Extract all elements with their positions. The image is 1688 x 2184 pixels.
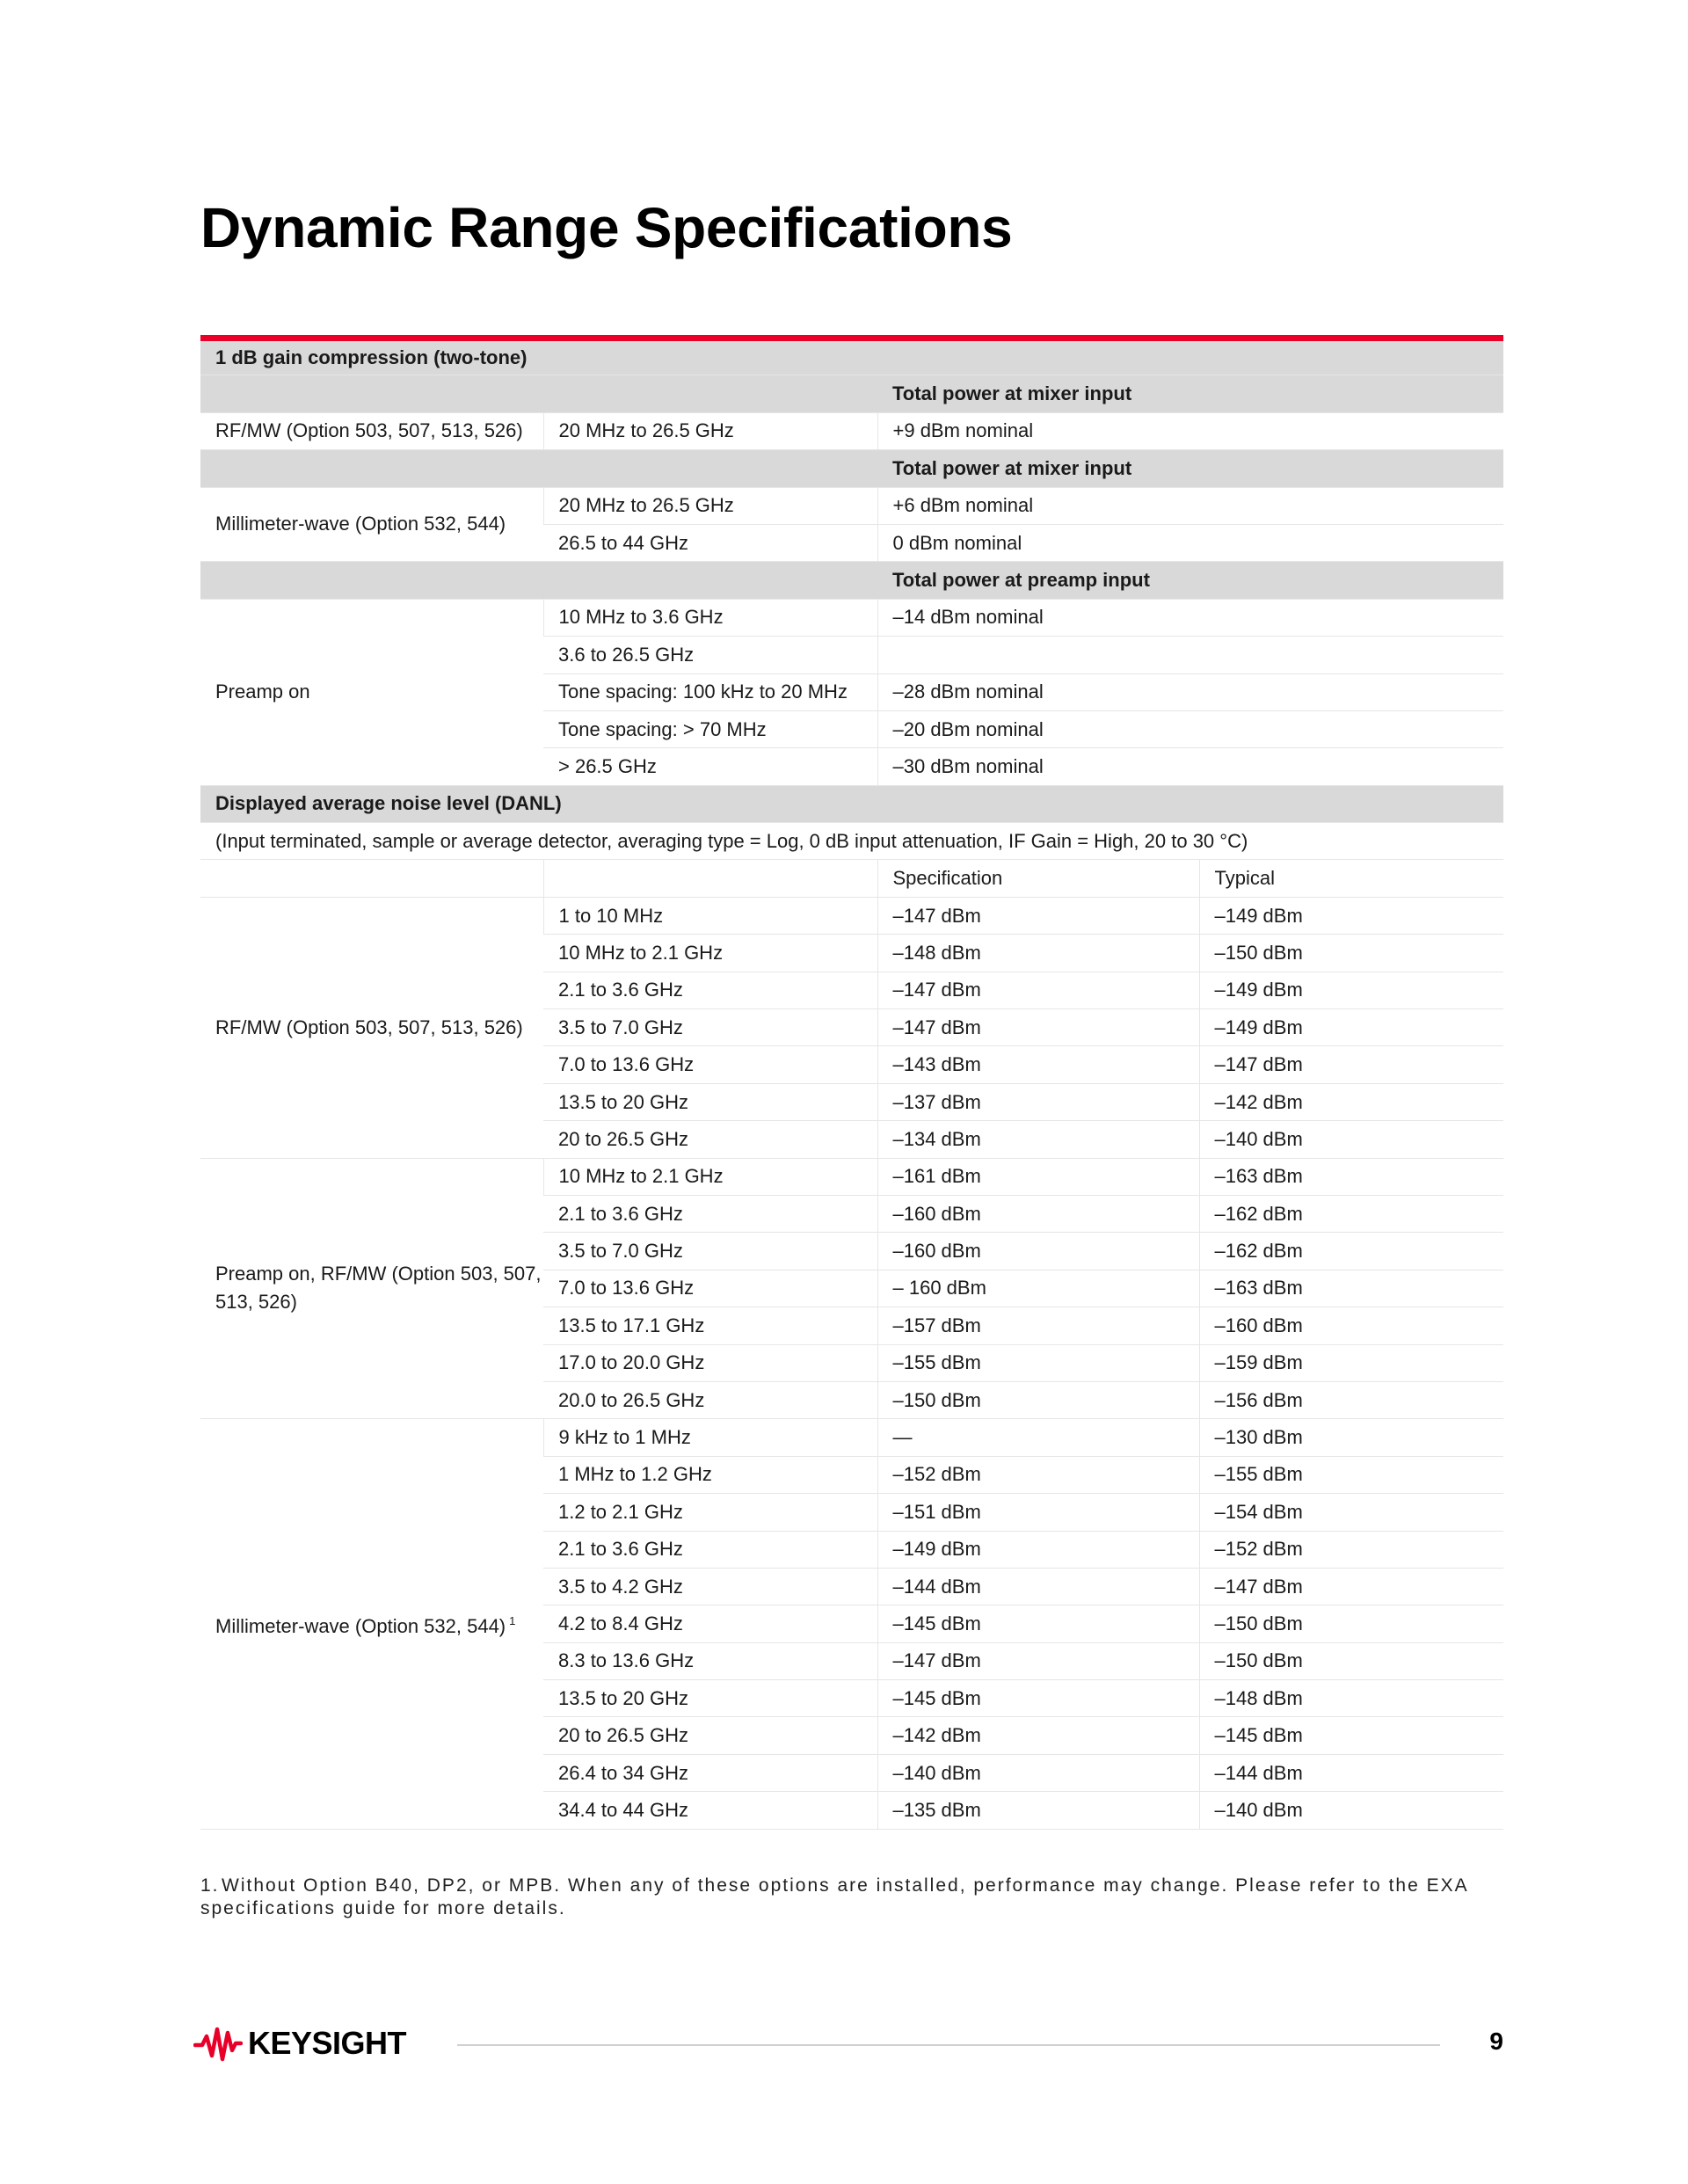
spec-cell: –152 dBm <box>877 1456 1199 1493</box>
freq-cell: 20 MHz to 26.5 GHz <box>543 487 877 524</box>
subheader-label: Total power at mixer input <box>877 450 1503 487</box>
row-label: RF/MW (Option 503, 507, 513, 526) <box>200 412 543 449</box>
subheader-label: Total power at mixer input <box>877 375 1503 412</box>
keysight-waveform-icon <box>193 2024 243 2063</box>
freq-cell: 3.6 to 26.5 GHz <box>543 637 877 673</box>
group-label-text: Preamp on, RF/MW (Option 503, 507, 513, 526) <box>215 1263 542 1314</box>
freq-cell: 10 MHz to 2.1 GHz <box>543 935 877 972</box>
freq-cell: Tone spacing: 100 kHz to 20 MHz <box>543 673 877 710</box>
value-cell: –28 dBm nominal <box>877 673 1503 710</box>
freq-cell: 3.5 to 7.0 GHz <box>543 1009 877 1046</box>
typical-cell: –149 dBm <box>1199 1009 1503 1046</box>
spec-cell: –144 dBm <box>877 1568 1199 1605</box>
dynamic-range-spec-table <box>200 335 1503 1830</box>
typical-cell: –163 dBm <box>1199 1158 1503 1195</box>
spec-cell: –157 dBm <box>877 1307 1199 1344</box>
table-subheader <box>200 450 1503 487</box>
freq-cell: 2.1 to 3.6 GHz <box>543 1195 877 1232</box>
column-header-specification: Specification <box>877 860 1199 897</box>
typical-cell: –150 dBm <box>1199 935 1503 972</box>
compression-heading: 1 dB gain compression (two-tone) <box>200 339 1503 375</box>
value-cell: 0 dBm nominal <box>877 524 1503 561</box>
value-cell: +9 dBm nominal <box>877 412 1503 449</box>
spec-cell: –160 dBm <box>877 1195 1199 1232</box>
freq-cell: 13.5 to 17.1 GHz <box>543 1307 877 1344</box>
typical-cell: –140 dBm <box>1199 1792 1503 1829</box>
spec-cell: –148 dBm <box>877 935 1199 972</box>
group-label-text: RF/MW (Option 503, 507, 513, 526) <box>215 1016 523 1038</box>
freq-cell: 7.0 to 13.6 GHz <box>543 1046 877 1083</box>
freq-cell: 1 to 10 MHz <box>543 897 877 934</box>
typical-cell: –147 dBm <box>1199 1046 1503 1083</box>
spec-cell: –147 dBm <box>877 972 1199 1008</box>
spec-cell: –149 dBm <box>877 1531 1199 1568</box>
freq-cell: 10 MHz to 2.1 GHz <box>543 1158 877 1195</box>
freq-cell: 2.1 to 3.6 GHz <box>543 972 877 1008</box>
value-cell: –14 dBm nominal <box>877 599 1503 636</box>
freq-cell: 2.1 to 3.6 GHz <box>543 1531 877 1568</box>
table-row <box>200 599 1503 636</box>
footnote-number: 1. <box>200 1875 220 1896</box>
spec-cell: — <box>877 1419 1199 1456</box>
danl-conditions-row <box>200 823 1503 860</box>
spec-cell: –151 dBm <box>877 1494 1199 1531</box>
page-number: 9 <box>1489 2027 1503 2055</box>
spec-cell: –150 dBm <box>877 1381 1199 1418</box>
typical-cell: –152 dBm <box>1199 1531 1503 1568</box>
danl-column-header-row <box>200 860 1503 897</box>
typical-cell: –140 dBm <box>1199 1121 1503 1158</box>
freq-cell: 13.5 to 20 GHz <box>543 1083 877 1120</box>
freq-cell: 1.2 to 2.1 GHz <box>543 1494 877 1531</box>
typical-cell: –142 dBm <box>1199 1083 1503 1120</box>
row-label: Preamp on <box>200 599 543 785</box>
freq-cell: 20 to 26.5 GHz <box>543 1717 877 1754</box>
typical-cell: –154 dBm <box>1199 1494 1503 1531</box>
footnote-ref: 1 <box>509 1613 516 1627</box>
keysight-logo <box>193 2024 406 2063</box>
freq-cell: 26.4 to 34 GHz <box>543 1754 877 1791</box>
typical-cell: –156 dBm <box>1199 1381 1503 1418</box>
column-header-typical: Typical <box>1199 860 1503 897</box>
freq-cell: 10 MHz to 3.6 GHz <box>543 599 877 636</box>
freq-cell: 9 kHz to 1 MHz <box>543 1419 877 1456</box>
freq-cell: 20 MHz to 26.5 GHz <box>543 412 877 449</box>
freq-cell: 17.0 to 20.0 GHz <box>543 1344 877 1381</box>
danl-section-header <box>200 785 1503 822</box>
freq-cell: 3.5 to 4.2 GHz <box>543 1568 877 1605</box>
table-row <box>200 487 1503 524</box>
value-cell: –30 dBm nominal <box>877 748 1503 785</box>
table-row <box>200 412 1503 449</box>
spec-cell: –140 dBm <box>877 1754 1199 1791</box>
value-cell: –20 dBm nominal <box>877 710 1503 747</box>
spec-cell: –137 dBm <box>877 1083 1199 1120</box>
typical-cell: –145 dBm <box>1199 1717 1503 1754</box>
typical-cell: –149 dBm <box>1199 897 1503 934</box>
spec-cell: –142 dBm <box>877 1717 1199 1754</box>
spec-cell: – 160 dBm <box>877 1270 1199 1307</box>
typical-cell: –130 dBm <box>1199 1419 1503 1456</box>
spec-cell: –147 dBm <box>877 897 1199 934</box>
footnote <box>200 1875 1493 1920</box>
freq-cell: Tone spacing: > 70 MHz <box>543 710 877 747</box>
spec-cell: –147 dBm <box>877 1642 1199 1679</box>
table-row <box>200 1158 1503 1195</box>
typical-cell: –150 dBm <box>1199 1642 1503 1679</box>
danl-conditions: (Input terminated, sample or average detector, averaging type = Log, 0 dB input attenuation, IF Gain = High, 20 to 30 °C) <box>200 823 1503 860</box>
spec-cell: –145 dBm <box>877 1680 1199 1717</box>
spec-cell: –135 dBm <box>877 1792 1199 1829</box>
freq-cell: 20.0 to 26.5 GHz <box>543 1381 877 1418</box>
spec-cell: –161 dBm <box>877 1158 1199 1195</box>
spec-cell: –155 dBm <box>877 1344 1199 1381</box>
freq-cell: 4.2 to 8.4 GHz <box>543 1605 877 1642</box>
group-label-text: Millimeter-wave (Option 532, 544) <box>215 1614 506 1637</box>
spec-cell: –160 dBm <box>877 1233 1199 1270</box>
typical-cell: –144 dBm <box>1199 1754 1503 1791</box>
group-label <box>200 1419 543 1829</box>
value-cell: +6 dBm nominal <box>877 487 1503 524</box>
spec-cell: –145 dBm <box>877 1605 1199 1642</box>
typical-cell: –159 dBm <box>1199 1344 1503 1381</box>
table-subheader <box>200 562 1503 599</box>
table-row <box>200 897 1503 934</box>
freq-cell: > 26.5 GHz <box>543 748 877 785</box>
typical-cell: –150 dBm <box>1199 1605 1503 1642</box>
freq-cell: 1 MHz to 1.2 GHz <box>543 1456 877 1493</box>
value-cell <box>877 637 1503 673</box>
freq-cell: 3.5 to 7.0 GHz <box>543 1233 877 1270</box>
footnote-text: Without Option B40, DP2, or MPB. When any of these options are installed, performance may change. Please refer to the EXA specifications guide for more details. <box>200 1875 1468 1918</box>
spec-cell: –134 dBm <box>877 1121 1199 1158</box>
freq-cell: 34.4 to 44 GHz <box>543 1792 877 1829</box>
freq-cell: 13.5 to 20 GHz <box>543 1680 877 1717</box>
compression-section-header <box>200 339 1503 375</box>
typical-cell: –160 dBm <box>1199 1307 1503 1344</box>
brand-name: KEYSIGHT <box>248 2025 407 2061</box>
typical-cell: –147 dBm <box>1199 1568 1503 1605</box>
typical-cell: –149 dBm <box>1199 972 1503 1008</box>
typical-cell: –148 dBm <box>1199 1680 1503 1717</box>
typical-cell: –162 dBm <box>1199 1233 1503 1270</box>
spec-cell: –147 dBm <box>877 1009 1199 1046</box>
table-subheader <box>200 375 1503 412</box>
footer-divider <box>457 2044 1440 2046</box>
table-row <box>200 1419 1503 1456</box>
row-label: Millimeter-wave (Option 532, 544) <box>200 487 543 562</box>
danl-heading: Displayed average noise level (DANL) <box>200 785 1503 822</box>
freq-cell: 26.5 to 44 GHz <box>543 524 877 561</box>
spec-cell: –143 dBm <box>877 1046 1199 1083</box>
freq-cell: 7.0 to 13.6 GHz <box>543 1270 877 1307</box>
typical-cell: –155 dBm <box>1199 1456 1503 1493</box>
group-label <box>200 897 543 1158</box>
page-title: Dynamic Range Specifications <box>200 196 1013 259</box>
group-label <box>200 1158 543 1419</box>
typical-cell: –163 dBm <box>1199 1270 1503 1307</box>
freq-cell: 8.3 to 13.6 GHz <box>543 1642 877 1679</box>
typical-cell: –162 dBm <box>1199 1195 1503 1232</box>
subheader-label: Total power at preamp input <box>877 562 1503 599</box>
freq-cell: 20 to 26.5 GHz <box>543 1121 877 1158</box>
